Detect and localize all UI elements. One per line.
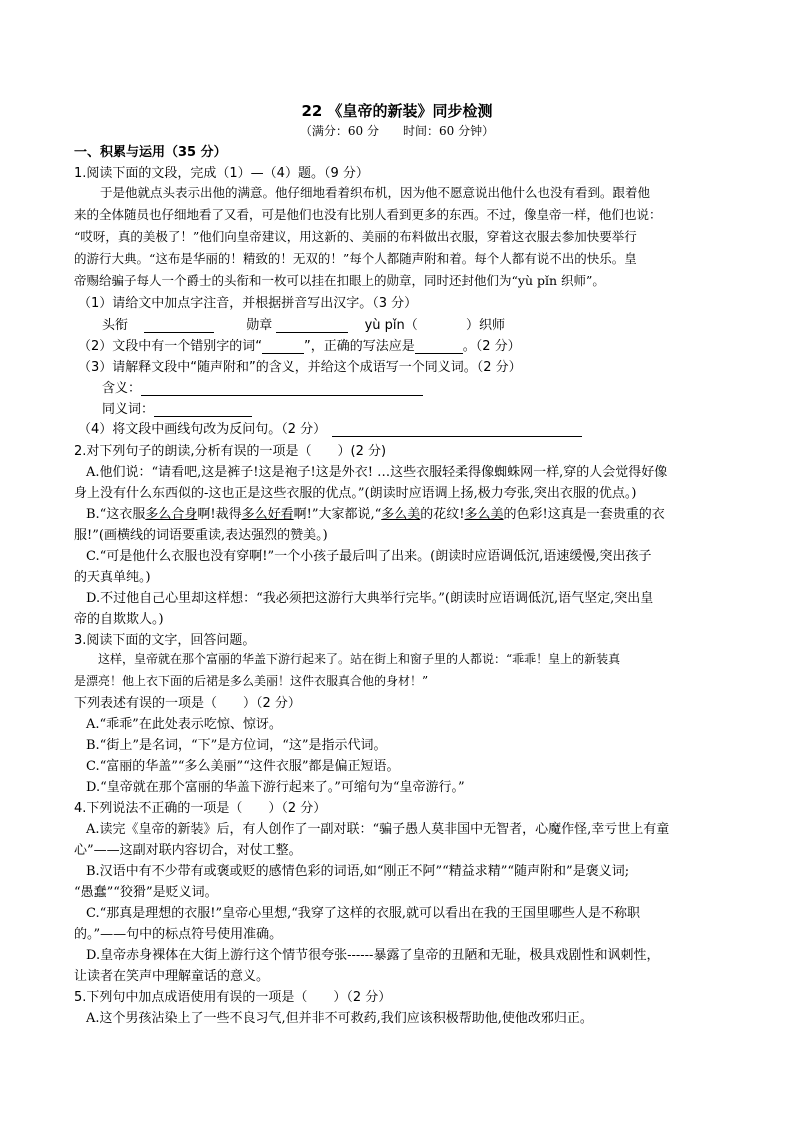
q4-stem: 4.下列说法不正确的一项是（ ）（2 分）	[74, 801, 327, 816]
q1-passage-line: “哎呀，真的美极了！”他们向皇帝建议，用这新的、美丽的布料做出衣服，穿着这衣服去参加快要举行	[74, 229, 637, 244]
label-meaning: 含义：	[102, 381, 142, 396]
page-subtitle: （满分：60 分 时间：60 分钟）	[299, 124, 495, 138]
label-synonym: 同义词：	[102, 402, 155, 417]
q1-sub2	[78, 335, 521, 354]
q1-sub2-text: ”，正确的写法应是	[304, 339, 415, 354]
page-title: 22 《皇帝的新装》同步检测	[301, 102, 493, 120]
q1-sub1: （1）请给文中加点字注音，并根据拼音写出汉字。（3 分）	[78, 296, 418, 311]
q1-sub1-answers	[102, 314, 505, 333]
section-heading: 一、积累与运用（35 分）	[74, 145, 227, 160]
answer-blank[interactable]	[141, 382, 423, 396]
q2-option-d: D.不过他自己心里却这样想：“我必须把这游行大典举行完毕。”(朗读时应语调低沉,语气坚定,突出皇	[86, 591, 654, 606]
q4-option-c: C.“那真是理想的衣服!”皇帝心里想,“我穿了这样的衣服,就可以看出在我的王国里哪些人是不称职	[86, 906, 641, 921]
answer-blank[interactable]	[154, 403, 252, 417]
q4-option-b: B.汉语中有不少带有或褒或贬的感情色彩的词语,如“刚正不阿”“精益求精”“随声附和”是褒义词;	[86, 864, 630, 879]
q1-sub3-synonym	[102, 398, 252, 417]
q1-sub3: （3）请解释文段中“随声附和”的含义，并给这个成语写一个同义词。（2 分）	[78, 360, 522, 375]
q2-option-a-cont: 身上没有什么东西似的-这也正是这些衣服的优点。”(朗读时应语调上扬,极力夸张,突出衣服的优点。)	[74, 486, 637, 501]
q2-option-b	[86, 503, 665, 522]
answer-blank[interactable]	[415, 340, 463, 354]
pinyin-yupin-tail: ）织师	[466, 318, 506, 333]
q3-option-a: A.“乖乖”在此处表示吃惊、惊讶。	[86, 717, 282, 732]
q4-option-d: D.皇帝赤身裸体在大街上游行这个情节很夸张------暴露了皇帝的丑陋和无耻，极具戏剧性和讽刺性，	[86, 948, 660, 963]
underlined-word: 多么美	[464, 507, 504, 522]
answer-blank[interactable]	[332, 423, 582, 437]
q4-option-d-cont: 让读者在笑声中理解童话的意义。	[74, 969, 270, 984]
q1-sub2-text: 。（2 分）	[462, 339, 521, 354]
q3-option-b: B.“街上”是名词，“下”是方位词，“这”是指示代词。	[86, 738, 387, 753]
text: B.“这衣服	[86, 507, 146, 522]
q2-option-a: A.他们说：“请看吧,这是裤子!这是袍子!这是外衣! …这些衣服轻柔得像蜘蛛网一样,穿的人会觉得好像	[86, 465, 668, 480]
q4-option-a-cont: 心”——这副对联内容切合，对仗工整。	[74, 843, 302, 858]
q3-ask: 下列表述有误的一项是（ ）（2 分）	[74, 696, 301, 711]
underlined-word: 多么好看	[241, 507, 294, 522]
q1-passage-line: 的游行大典。“这布是华丽的！精致的！无双的！”每个人都随声附和着。每个人都有说不出的快乐。皇	[74, 251, 637, 266]
word-xunzhang: 勋章	[246, 318, 273, 333]
q1-sub3-meaning	[102, 377, 423, 396]
q5-stem: 5.下列句中加点成语使用有误的一项是（ ）（2 分）	[74, 990, 392, 1005]
answer-blank[interactable]	[276, 319, 348, 333]
q2-option-c: C.“可是他什么衣服也没有穿啊!”一个小孩子最后叫了出来。(朗读时应语调低沉,语速缓慢,突出孩子	[86, 549, 652, 564]
answer-blank[interactable]	[262, 340, 304, 354]
q1-sub4	[78, 418, 582, 437]
q2-option-d-cont: 帝的自欺欺人。)	[74, 612, 164, 627]
text: 的花纹!	[420, 507, 465, 522]
underlined-word: 多么合身	[145, 507, 198, 522]
q3-option-c: C.“富丽的华盖”“多么美丽”“这件衣服”都是偏正短语。	[86, 759, 400, 774]
q2-option-b-cont: 服!”(画横线的词语要重读,表达强烈的赞美。)	[74, 528, 328, 543]
q3-passage-line: 是漂亮！他上衣下面的后裙是多么美丽！这件衣服真合他的身材！”	[74, 674, 429, 688]
q4-option-c-cont: 的。”——句中的标点符号使用准确。	[74, 927, 283, 942]
pinyin-yupin: yù pǐn（	[364, 318, 418, 333]
q2-option-c-cont: 的天真单纯。)	[74, 570, 151, 585]
q1-sub2-text: （2）文段中有一个错别字的词“	[78, 339, 263, 354]
q1-passage-line: 来的全体随员也仔细地看了又看，可是他们也没有比别人看到更多的东西。不过，像皇帝一样，他们也说：	[74, 207, 662, 222]
text: 啊!裁得	[197, 507, 242, 522]
word-touxian: 头衔	[102, 318, 129, 333]
text: 的色彩!这真是一套贵重的衣	[503, 507, 665, 522]
q2-stem: 2.对下列句子的朗读,分析有误的一项是（ ）(2 分)	[74, 444, 387, 459]
q1-passage-line: 于是他就点头表示出他的满意。他仔细地看着织布机，因为他不愿意说出他什么也没有看到。跟着他	[100, 185, 651, 200]
q3-stem: 3.阅读下面的文字，回答问题。	[74, 633, 256, 648]
q1-passage-line: 帝赐给骗子每人一个爵士的头衔和一枚可以挂在扣眼上的勋章，同时还封他们为“yù pǐn 织师”。	[74, 273, 605, 288]
q5-option-a: A.这个男孩沾染上了一些不良习气,但并非不可救药,我们应该积极帮助他,使他改邪归正。	[86, 1011, 593, 1026]
q1-sub4-text: （4）将文段中画线句改为反问句。（2 分）	[78, 422, 327, 437]
text: 啊!”大家都说,“	[293, 507, 382, 522]
q4-option-a: A.读完《皇帝的新装》后，有人创作了一副对联：“骗子愚人莫非国中无智者，心魔作怪,幸亏世上有童	[86, 822, 670, 837]
q3-option-d: D.“皇帝就在那个富丽的华盖下游行起来了。”可缩句为“皇帝游行。”	[86, 780, 465, 795]
underlined-word: 多么美	[381, 507, 421, 522]
q4-option-b-cont: “愚蠢”“狡猾”是贬义词。	[74, 885, 218, 900]
answer-blank[interactable]	[144, 319, 214, 333]
q1-stem: 1.阅读下面的文段，完成（1）—（4）题。（9 分）	[74, 166, 369, 181]
q3-passage-line: 这样，皇帝就在那个富丽的华盖下游行起来了。站在街上和窗子里的人都说：“乖乖！皇上的新装真	[98, 652, 621, 666]
